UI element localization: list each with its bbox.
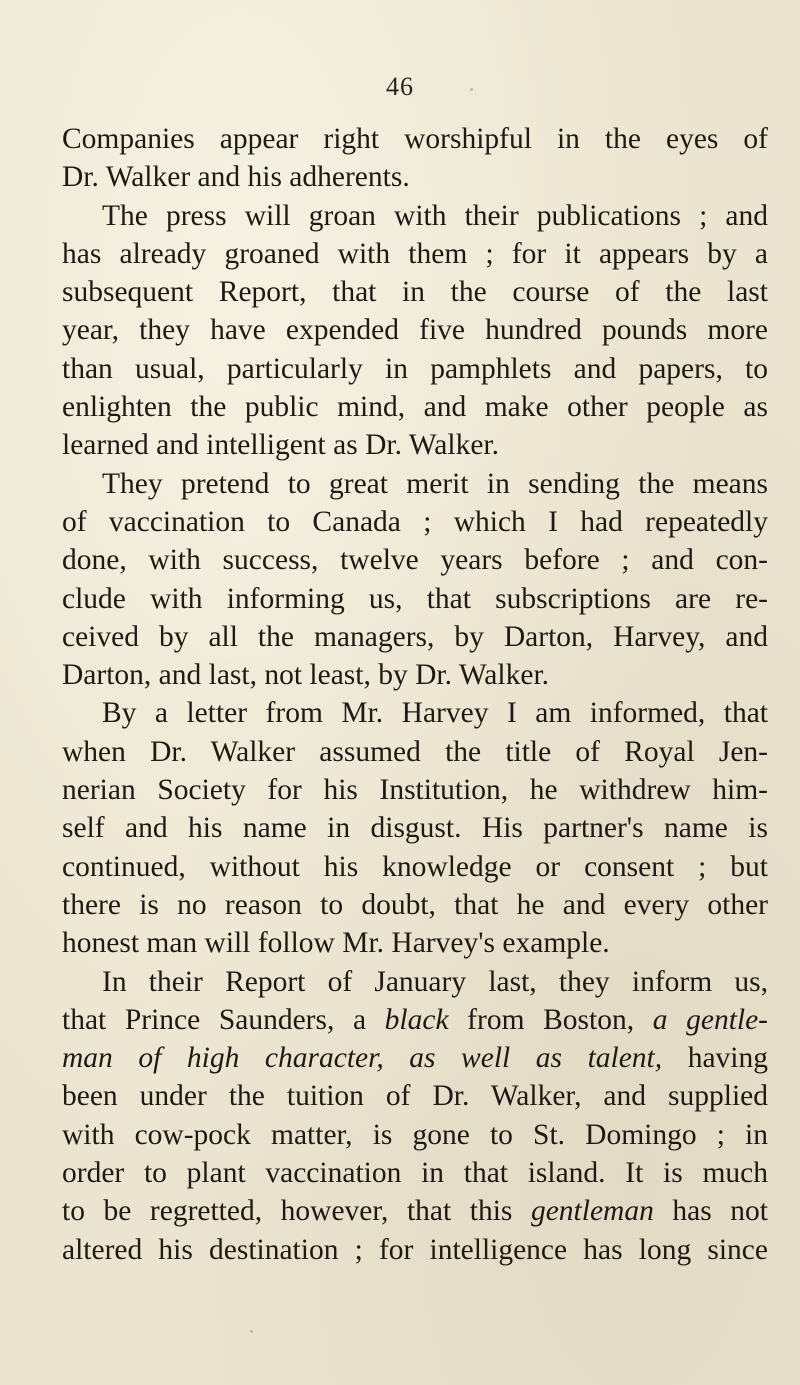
text-span: nerian Society for his Institution, he withdrew him- [62,774,768,807]
text-line [62,886,768,924]
page-number: 46 [386,72,414,101]
text-span: of vaccination to Canada ; which I had repeatedly [62,505,768,538]
text-line [62,503,768,541]
text-line [62,1116,768,1154]
text-span: continued, without his knowledge or consent ; but [62,850,768,883]
text-span: when Dr. Walker assumed the title of Royal Jen- [62,735,768,768]
text-span: subsequent Report, that in the course of the last [62,276,768,309]
text-span: order to plant vaccination in that island. It is much [62,1157,768,1190]
text-line [62,924,768,962]
paper-speck [470,88,473,91]
text-line [62,388,768,426]
text-span: self and his name in disgust. His partner's name is [62,812,768,845]
text-line [62,273,768,311]
text-line [62,809,768,847]
text-span: In their Report of January last, they inform us, [102,965,768,998]
text-span: clude with informing us, that subscriptions are re- [62,582,768,615]
text-span: learned and intelligent as Dr. Walker. [62,429,499,462]
text-line [62,311,768,349]
text-line [62,1154,768,1192]
text-span: The press will groan with their publications ; and [102,199,768,232]
text-line [62,1192,768,1230]
text-span: altered his destination ; for intelligence has long since [62,1233,768,1266]
text-line [62,848,768,886]
text-span: there is no reason to doubt, that he and every other [62,888,768,921]
italic-text: black [384,1003,449,1036]
text-span: having [662,1042,768,1075]
text-span: done, with success, twelve years before ; and con- [62,544,768,577]
text-line [62,1231,768,1269]
text-span: By a letter from Mr. Harvey I am informed, that [102,697,768,730]
text-line [62,541,768,579]
text-span: Dr. Walker and his adherents. [62,161,410,194]
paper-speck [250,1330,253,1333]
italic-text: man of high character, as well as talent, [62,1042,663,1075]
text-span: year, they have expended five hundred pounds more [62,314,768,347]
text-span: ceived by all the managers, by Darton, Harvey, and [62,620,768,653]
text-span: has already groaned with them ; for it appears by a [62,237,768,270]
text-span: to be regretted, however, that this [62,1195,531,1228]
text-line [62,197,768,235]
paper-speck [712,1170,715,1173]
italic-text: a gentle- [652,1003,769,1036]
text-line [62,1001,768,1039]
text-span: that Prince Saunders, a [62,1003,385,1036]
text-line [62,235,768,273]
text-line [62,158,768,196]
text-line [62,618,768,656]
text-span: honest man will follow Mr. Harvey's example. [62,927,610,960]
text-line [62,656,768,694]
text-span: than usual, particularly in pamphlets and papers, to [62,352,768,385]
body-text [62,120,768,1269]
text-line [62,694,768,732]
text-line [62,733,768,771]
text-span: Darton, and last, not least, by Dr. Walker. [62,659,550,692]
text-line [62,771,768,809]
text-line [62,580,768,618]
text-span: They pretend to great merit in sending the means [102,467,768,500]
text-line [62,465,768,503]
text-line [62,1077,768,1115]
text-span: enlighten the public mind, and make other people as [62,391,768,424]
text-line [62,1039,768,1077]
text-span: with cow-pock matter, is gone to St. Domingo ; in [62,1118,768,1151]
text-span: has not [653,1195,768,1228]
text-span: Companies appear right worshipful in the eyes of [62,123,768,155]
text-line [62,350,768,388]
text-span: been under the tuition of Dr. Walker, and supplied [62,1080,768,1113]
text-span: from Boston, [448,1003,653,1036]
text-line [62,963,768,1001]
text-line [62,426,768,464]
text-line [62,120,768,158]
italic-text: gentleman [530,1195,654,1228]
